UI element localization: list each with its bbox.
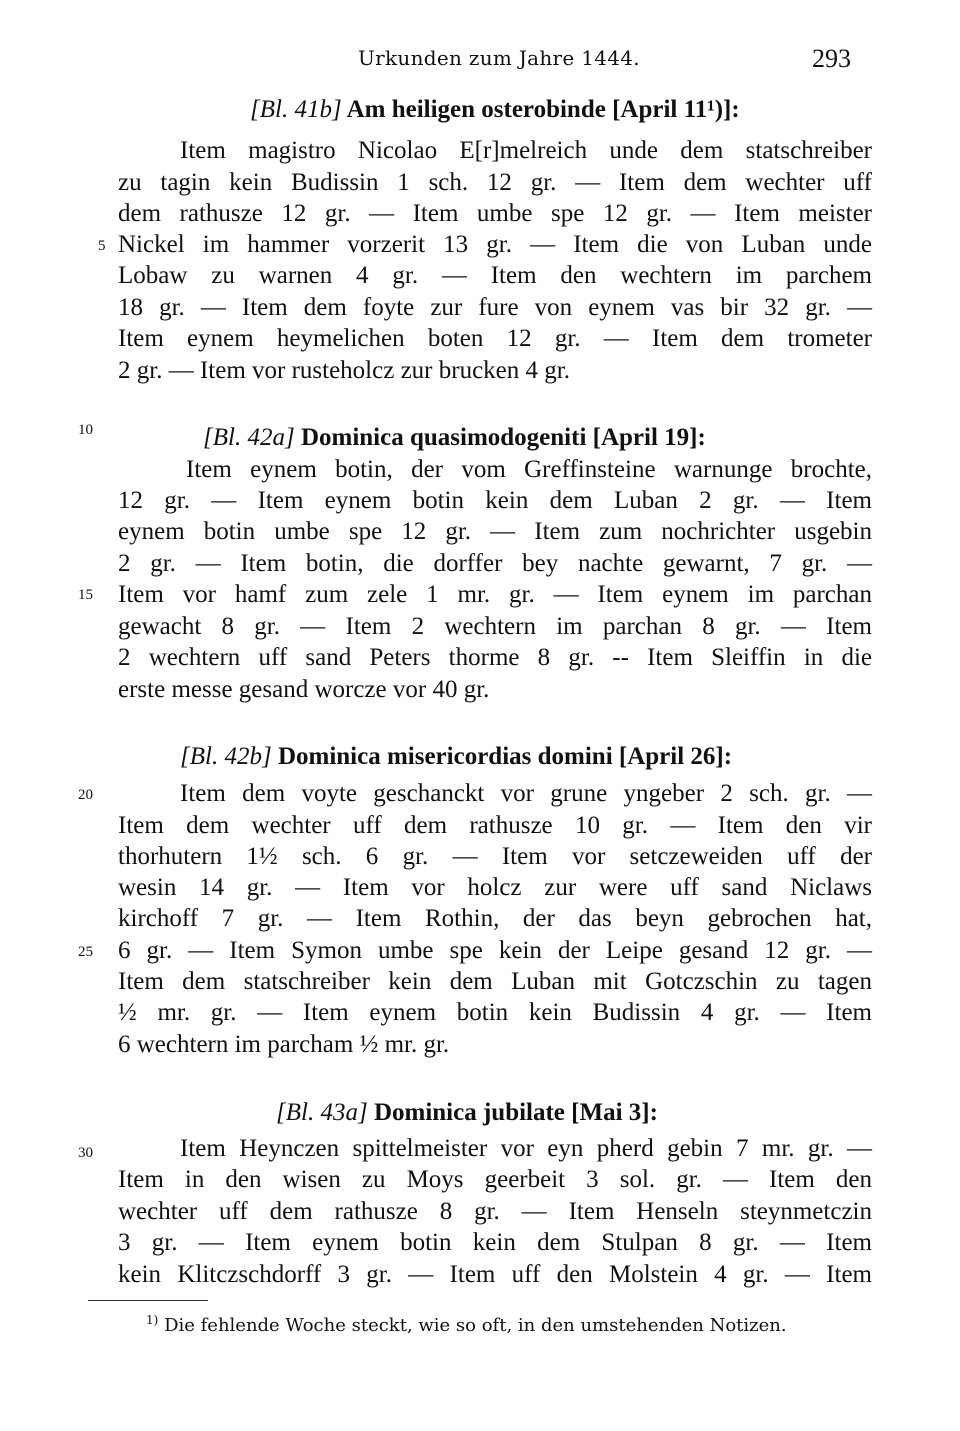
text-line: Item vor hamf zum zele 1 mr. gr. — Item eynem im parchan [118,581,872,608]
text-line: Item Heynczen spittelmeister vor eyn pherd gebin 7 mr. gr. — [180,1135,872,1162]
text-line: wesin 14 gr. — Item vor holcz zur were uff sand Niclaws [118,874,872,901]
footnote-rule [88,1300,208,1301]
folio-reference: [Bl. 41b] [250,96,342,123]
margin-line-number: 5 [98,238,106,254]
text-line: erste messe gesand worcze vor 40 gr. [118,676,490,703]
heading-title: Dominica jubilate [Mai 3]: [373,1099,658,1126]
margin-line-number: 30 [78,1145,93,1161]
heading-title: Dominica quasimodogeniti [April 19]: [300,424,706,451]
section-heading [203,423,706,453]
text-line: eynem botin umbe spe 12 gr. — Item zum nochrichter usgebin [118,518,872,545]
page-number: 293 [812,44,851,73]
heading-title: Am heiligen osterobinde [April 11¹)]: [346,96,740,123]
text-line: thorhutern 1½ sch. 6 gr. — Item vor setczeweiden uff der [118,843,872,870]
footnote-text: Die fehlende Woche steckt, wie so oft, in den umstehenden Notizen. [164,1315,787,1336]
section-heading [180,742,732,772]
text-line: Item in den wisen zu Moys geerbeit 3 sol. gr. — Item den [118,1166,872,1193]
footnote-marker: 1) [146,1313,159,1327]
text-line: dem rathusze 12 gr. — Item umbe spe 12 gr. — Item meister [118,200,872,227]
folio-reference: [Bl. 42a] [203,424,295,451]
text-line: Item eynem botin, der vom Greffinsteine warnunge brochte, [186,456,872,483]
text-line: 12 gr. — Item eynem botin kein dem Luban 2 gr. — Item [118,487,872,514]
margin-line-number: 15 [78,587,93,603]
text-line: ½ mr. gr. — Item eynem botin kein Budissin 4 gr. — Item [118,999,872,1026]
text-line: 2 gr. — Item botin, die dorffer bey nachte gewarnt, 7 gr. — [118,550,872,577]
text-line: Item dem wechter uff dem rathusze 10 gr. — Item den vir [118,812,872,839]
text-line: gewacht 8 gr. — Item 2 wechtern im parchan 8 gr. — Item [118,613,872,640]
text-line: Item dem voyte geschanckt vor grune yngeber 2 sch. gr. — [180,780,872,807]
text-line: 18 gr. — Item dem foyte zur fure von eynem vas bir 32 gr. — [118,294,872,321]
text-line: wechter uff dem rathusze 8 gr. — Item Henseln steynmetczin [118,1198,872,1225]
margin-line-number: 20 [78,787,93,803]
text-line: Nickel im hammer vorzerit 13 gr. — Item die von Luban unde [118,231,872,258]
text-line: kirchoff 7 gr. — Item Rothin, der das beyn gebrochen hat, [118,905,872,932]
margin-line-number: 10 [78,422,93,438]
heading-title: Dominica misericordias domini [April 26]: [277,743,733,770]
text-line: 2 wechtern uff sand Peters thorme 8 gr. -- Item Sleiffin in die [118,644,872,671]
text-line: Item eynem heymelichen boten 12 gr. — Item dem trometer [118,325,872,352]
folio-reference: [Bl. 42b] [180,743,272,770]
text-line: Lobaw zu warnen 4 gr. — Item den wechtern im parchem [118,262,872,289]
section-heading [276,1098,658,1128]
margin-line-number: 25 [78,944,93,960]
folio-reference: [Bl. 43a] [276,1099,368,1126]
text-line: zu tagin kein Budissin 1 sch. 12 gr. — Item dem wechter uff [118,169,872,196]
text-line: Item magistro Nicolao E[r]melreich unde dem statschreiber [180,137,872,164]
text-line: 3 gr. — Item eynem botin kein dem Stulpan 8 gr. — Item [118,1229,872,1256]
text-line: kein Klitczschdorff 3 gr. — Item uff den Molstein 4 gr. — Item [118,1261,872,1288]
text-line: 2 gr. — Item vor rusteholcz zur brucken 4 gr. [118,357,570,384]
footnote [146,1313,787,1336]
text-line: Item dem statschreiber kein dem Luban mit Gotczschin zu tagen [118,968,872,995]
text-line: 6 gr. — Item Symon umbe spe kein der Leipe gesand 12 gr. — [118,937,872,964]
section-heading [250,95,740,125]
running-title: Urkunden zum Jahre 1444. [358,46,640,70]
text-line: 6 wechtern im parcham ½ mr. gr. [118,1031,450,1058]
